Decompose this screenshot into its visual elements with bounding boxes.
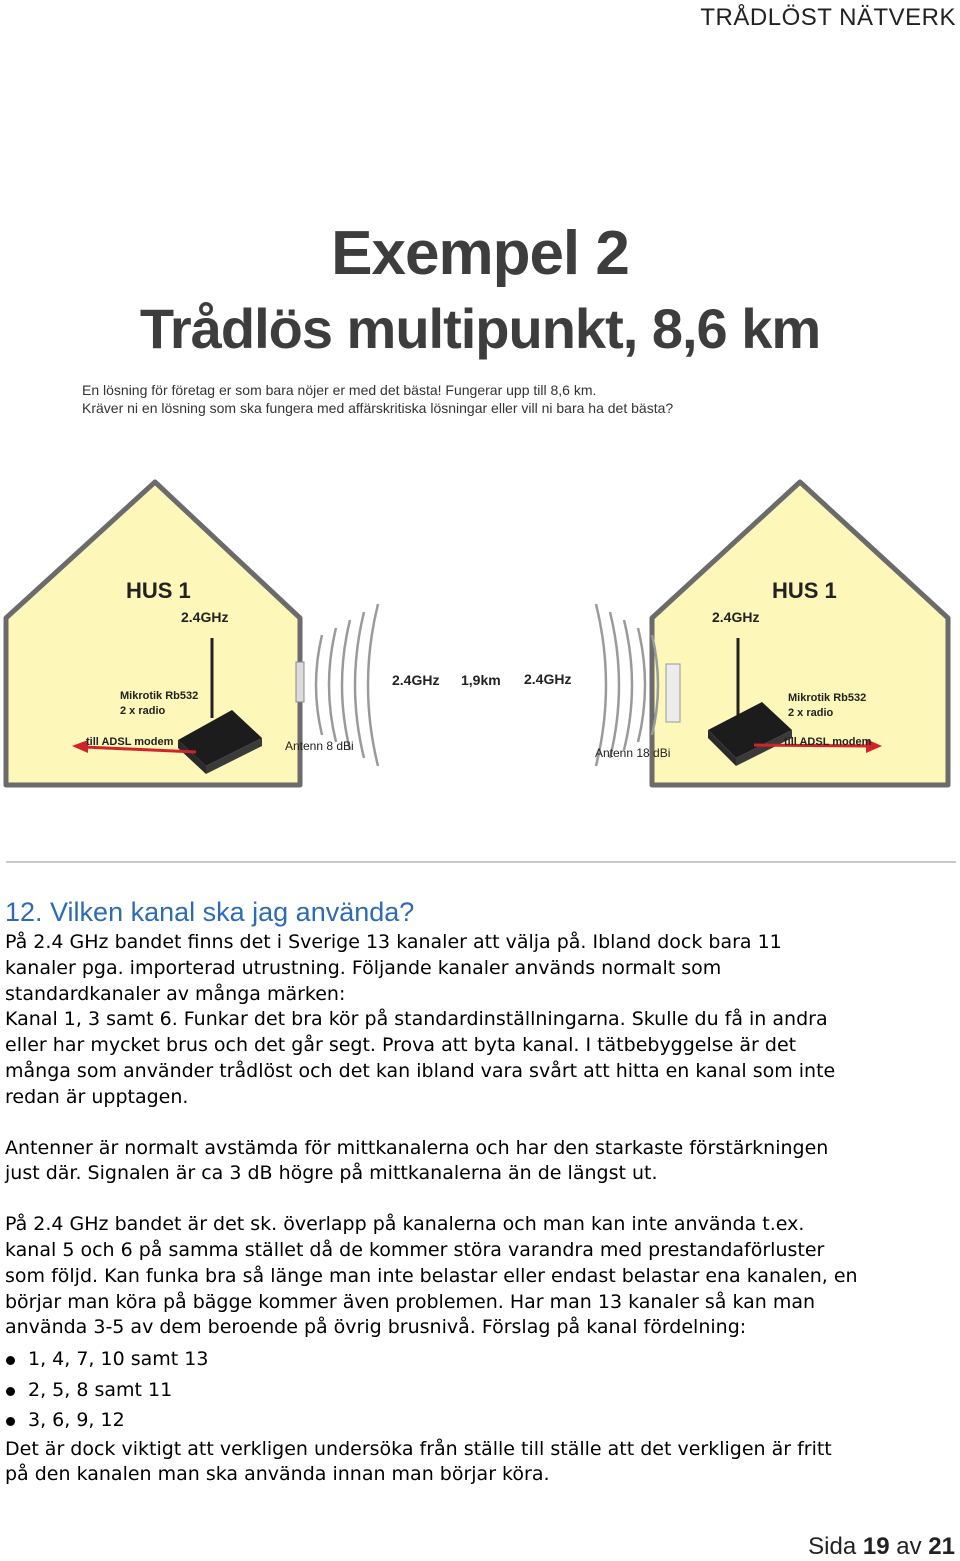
left-antenna-label: Antenn 8 dBi (285, 739, 354, 753)
text-line: många som använder trådlöst och det kan ibland vara svårt att hitta en kanal som inte (5, 1059, 836, 1082)
text-line: Antenner är normalt avstämda för mittkanalerna och har den starkaste förstärkningen (5, 1136, 829, 1159)
right-device-radio: 2 x radio (788, 707, 834, 719)
list-item-text: 2, 5, 8 samt 11 (28, 1378, 173, 1401)
list-item (5, 1376, 957, 1407)
channel-suggestion-list (5, 1345, 957, 1437)
page-number-mid: av (896, 1533, 922, 1560)
list-item-text: 3, 6, 9, 12 (28, 1409, 125, 1432)
list-item (5, 1345, 957, 1376)
right-external-antenna-icon (666, 664, 680, 722)
page-number-prefix: Sida (808, 1533, 857, 1560)
link-right-frequency: 2.4GHz (524, 671, 572, 687)
section-body (5, 930, 957, 1488)
right-modem-label: till ADSL modem (784, 736, 872, 748)
text-line: som följd. Kan funka bra så länge man inte belastar eller endast belastar ena kanalen, en (5, 1264, 858, 1287)
left-device-radio: 2 x radio (120, 705, 166, 717)
right-signal-waves (596, 604, 658, 766)
text-line: börjar man köra på bägge kommer även problemen. Har man 13 kanaler så kan man (5, 1290, 816, 1313)
right-house-frequency: 2.4GHz (712, 609, 760, 625)
paragraph-1 (5, 930, 957, 1111)
text-line: använda 3-5 av dem beroende på övrig brusnivå. Förslag på kanal fördelning: (5, 1316, 747, 1339)
left-device-name: Mikrotik Rb532 (120, 690, 199, 702)
text-line: just där. Signalen är ca 3 dB högre på mittkanalerna än de längst ut. (5, 1162, 658, 1185)
figure-description-line2: Kräver ni en lösning som ska fungera med affärskritiska lösningar eller vill ni bara ha det bästa? (82, 400, 674, 416)
paragraph-2 (5, 1136, 957, 1188)
bullet-icon (6, 1417, 15, 1426)
section-divider (6, 861, 956, 863)
network-diagram-figure (0, 200, 960, 820)
text-line: kanal 5 och 6 på samma stället då de kommer störa varandra med prestandaförluster (5, 1238, 825, 1261)
link-distance: 1,9km (461, 672, 501, 688)
bullet-icon (6, 1356, 15, 1365)
right-antenna-label: Antenn 18 dBi (595, 746, 671, 760)
bullet-icon (6, 1387, 15, 1396)
left-external-antenna-icon (296, 662, 304, 702)
figure-subtitle-heading: Trådlös multipunkt, 8,6 km (139, 297, 821, 360)
right-house-name: HUS 1 (772, 578, 837, 603)
text-line: på den kanalen man ska använda innan man börjar köra. (5, 1463, 550, 1486)
left-house-frequency: 2.4GHz (181, 609, 229, 625)
text-line: På 2.4 GHz bandet är det sk. överlapp på kanalerna och man kan inte använda t.ex. (5, 1213, 805, 1236)
paragraph-3 (5, 1212, 957, 1341)
left-house-name: HUS 1 (126, 578, 191, 603)
page-header: TRÅDLÖST NÄTVERK (700, 4, 956, 31)
text-line: Kanal 1, 3 samt 6. Funkar det bra kör på standardinställningarna. Skulle du få in andra (5, 1008, 828, 1031)
figure-title: Exempel 2 (331, 219, 629, 288)
text-line: Det är dock viktigt att verkligen undersöka från ställe till ställe att det verkligen är fritt (5, 1437, 832, 1460)
houses-illustration (0, 200, 960, 820)
text-line: standardkanaler av många märken: (5, 982, 346, 1005)
link-left-frequency: 2.4GHz (392, 672, 440, 688)
page-number-total: 21 (928, 1533, 955, 1560)
page-number (808, 1533, 955, 1561)
list-item-text: 1, 4, 7, 10 samt 13 (28, 1348, 209, 1371)
right-device-name: Mikrotik Rb532 (788, 692, 867, 704)
list-item (5, 1406, 957, 1437)
page-number-current: 19 (862, 1533, 890, 1560)
text-line: eller har mycket brus och det går segt. Prova att byta kanal. I tätbebyggelse är det (5, 1034, 797, 1057)
text-line: redan är upptagen. (5, 1085, 189, 1108)
text-line: kanaler pga. importerad utrustning. Följande kanaler används normalt som (5, 956, 722, 979)
paragraph-4 (5, 1437, 957, 1489)
figure-description-line1: En lösning för företag er som bara nöjer er med det bästa! Fungerar upp till 8,6 km. (82, 382, 597, 398)
left-modem-label: till ADSL modem (86, 736, 174, 748)
text-line: På 2.4 GHz bandet finns det i Sverige 13 kanaler att välja på. Ibland dock bara 11 (5, 931, 782, 953)
section-heading: 12. Vilken kanal ska jag använda? (5, 897, 415, 927)
